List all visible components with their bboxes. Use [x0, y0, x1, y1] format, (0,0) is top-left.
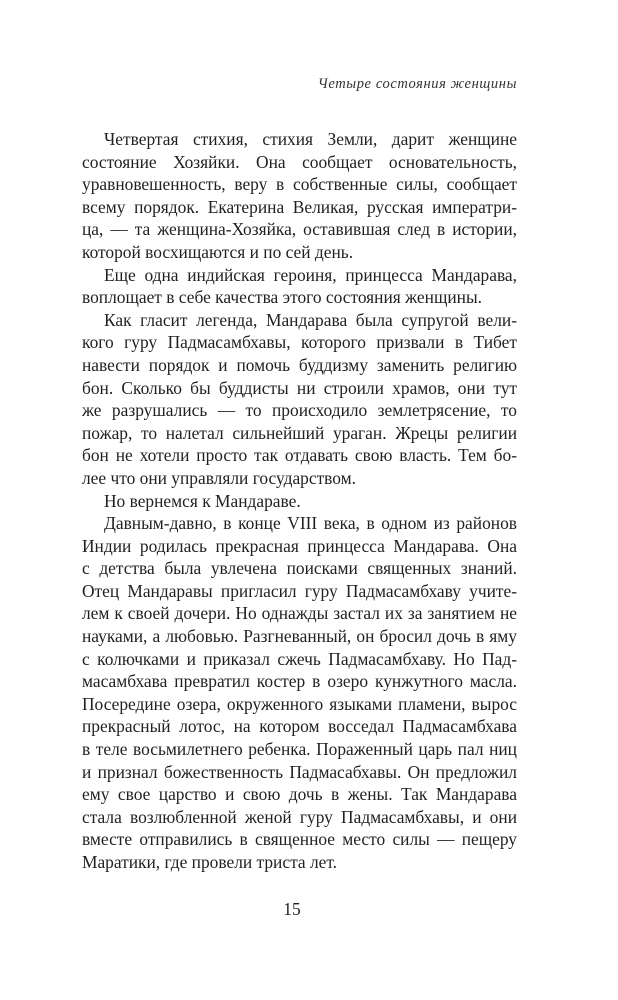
paragraph — [82, 512, 517, 874]
text-line: и признал божественность Падмасабхавы. Он предложил — [82, 761, 517, 782]
text-line: же разрушались — то происходило землетрясение, то — [82, 400, 517, 421]
paragraph — [82, 264, 517, 309]
text-line: всему порядок. Екатерина Великая, русская императри- — [82, 196, 517, 217]
text-line: Но вернемся к Мандараве. — [104, 490, 301, 511]
text-line: бон. Сколько бы буддисты ни строили храмов, они тут — [82, 377, 517, 398]
text-line: кого гуру Падмасамбхавы, которого призвали в Тибет — [82, 332, 517, 353]
text-line: стала возлюбленной женой гуру Падмасамбхавы, и они — [82, 806, 517, 827]
paragraph — [82, 128, 517, 264]
text-line: ему свое царство и свою дочь в жены. Так Мандарава — [82, 784, 517, 805]
text-line: прекрасный лотос, на котором восседал Падмасамбхава — [82, 716, 517, 737]
text-line: вместе отправились в священное место силы — пещеру — [82, 829, 517, 850]
text-line: лем к своей дочери. Но однажды застал их за занятием не — [82, 603, 517, 624]
text-line: Отец Мандаравы пригласил гуру Падмасамбхаву учите- — [82, 580, 517, 601]
body-text — [82, 128, 517, 874]
text-line: Четвертая стихия, стихия Земли, дарит женщине — [104, 129, 517, 149]
text-line: Посередине озера, окруженного языками пламени, вырос — [82, 693, 517, 714]
text-line: пожар, то налетал сильнейший ураган. Жрецы религии — [82, 422, 517, 443]
text-line: состояние Хозяйки. Она сообщает основательность, — [82, 151, 517, 172]
paragraph — [82, 490, 517, 513]
text-line: с колючками и приказал сжечь Падмасамбхаву. Но Пад- — [82, 648, 517, 669]
text-line: воплощает в себе качества этого состояния женщины. — [82, 287, 482, 308]
text-line: Еще одна индийская героиня, принцесса Мандарава, — [104, 264, 517, 285]
text-line: Маратики, где провели триста лет. — [82, 852, 337, 872]
text-line: уравновешенность, веру в собственные силы, сообщает — [82, 174, 517, 195]
text-line: которой восхищаются и по сей день. — [82, 241, 354, 262]
text-line: Индии родилась прекрасная принцесса Мандарава. Она — [82, 535, 517, 556]
paragraph — [82, 309, 517, 490]
text-line: науками, а любовью. Разгневанный, он бросил дочь в яму — [82, 626, 517, 647]
running-header: Четыре состояния женщины — [317, 76, 517, 92]
text-line: Как гласит легенда, Мандарава была супругой вели- — [104, 309, 517, 330]
text-line: навести порядок и помочь буддизму заменить религию — [82, 354, 517, 375]
text-line: ца, — та женщина-Хозяйка, оставившая след в истории, — [82, 219, 517, 240]
text-line: масамбхава превратил костер в озеро кунжутного масла. — [82, 671, 517, 692]
text-line: Давным-давно, в конце VIII века, в одном из районов — [104, 513, 517, 534]
page-number: 15 — [283, 899, 301, 919]
text-line: в теле восьмилетнего ребенка. Пораженный царь пал ниц — [82, 739, 517, 760]
text-line: лее что они управляли государством. — [82, 467, 356, 488]
text-line: с детства была увлечена поисками священных знаний. — [82, 558, 517, 579]
text-line: бон не хотели просто так отдавать свою власть. Тем бо- — [82, 445, 517, 466]
